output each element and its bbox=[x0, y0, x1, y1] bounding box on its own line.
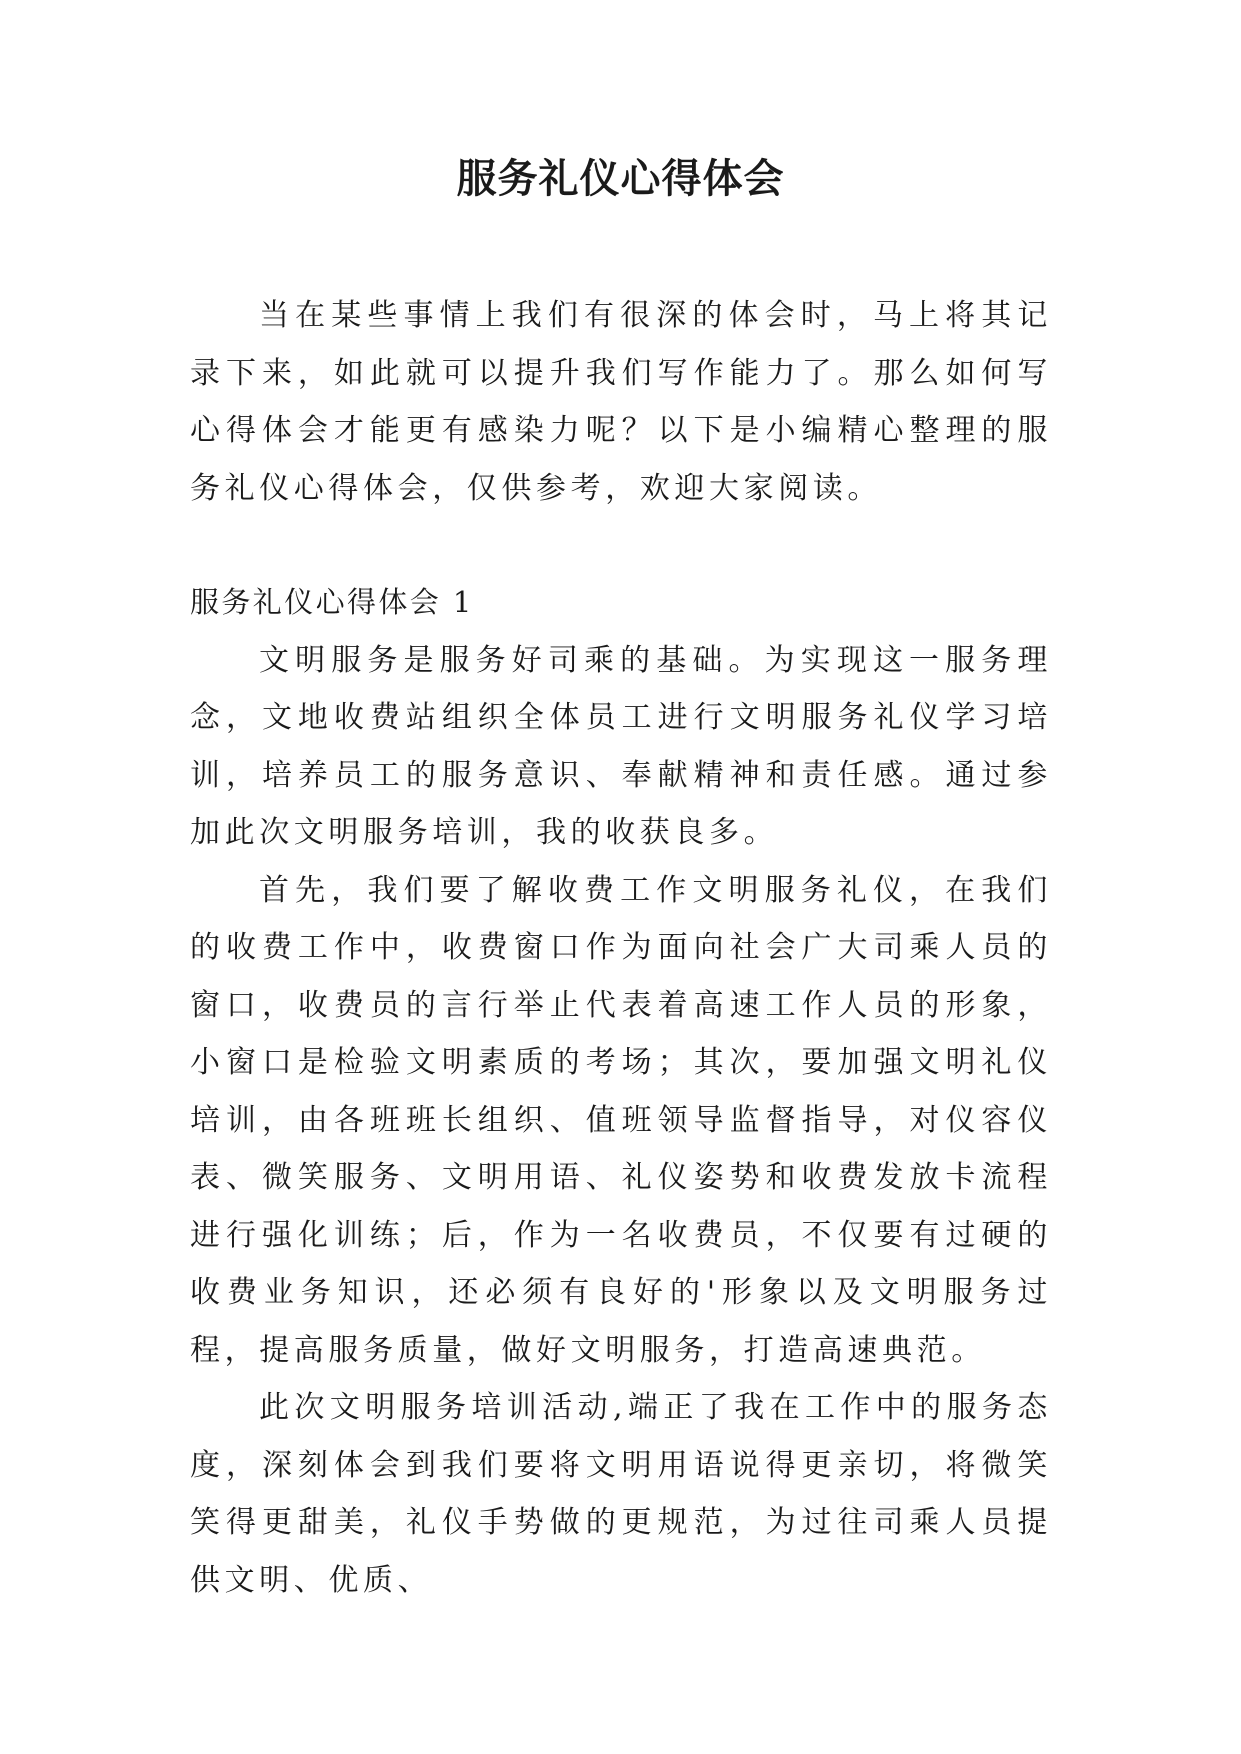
document-body bbox=[190, 287, 1052, 1609]
section-heading: 服务礼仪心得体会 1 bbox=[190, 585, 474, 619]
document-title: 服务礼仪心得体会 bbox=[456, 155, 785, 202]
intro-paragraph: 当在某些事情上我们有很深的体会时，马上将其记录下来，如此就可以提升我们写作能力了。那么如何写心得体会才能更有感染力呢？以下是小编精心整理的服务礼仪心得体会，仅供参考，欢迎大家阅读。 bbox=[190, 298, 1052, 506]
body-paragraph: 首先，我们要了解收费工作文明服务礼仪，在我们的收费工作中，收费窗口作为面向社会广大司乘人员的窗口，收费员的言行举止代表着高速工作人员的形象，小窗口是检验文明素质的考场；其次，要加强文明礼仪培训，由各班班长组织、值班领导监督指导，对仪容仪表、微笑服务、文明用语、礼仪姿势和收费发放卡流程进行强化训练；后，作为一名收费员，不仅要有过硬的收费业务知识，还必须有良好的'形象以及文明服务过程，提高服务质量，做好文明服务，打造高速典范。 bbox=[190, 872, 1052, 1368]
body-paragraph: 此次文明服务培训活动,端正了我在工作中的服务态度，深刻体会到我们要将文明用语说得更亲切，将微笑笑得更甜美，礼仪手势做的更规范，为过往司乘人员提供文明、优质、 bbox=[190, 1390, 1052, 1598]
body-paragraph: 文明服务是服务好司乘的基础。为实现这一服务理念，文地收费站组织全体员工进行文明服务礼仪学习培训，培养员工的服务意识、奉献精神和责任感。通过参加此次文明服务培训，我的收获良多。 bbox=[190, 642, 1052, 850]
